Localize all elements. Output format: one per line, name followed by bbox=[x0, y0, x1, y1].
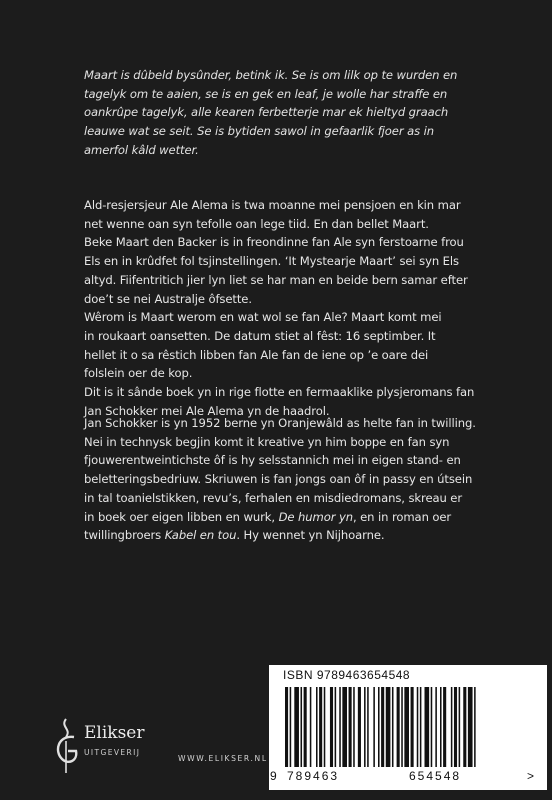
blurb-line: Dit is it sânde boek yn in rige flotte en fermaaklike plysjeromans fan bbox=[84, 385, 475, 400]
blurb-line: Els en in krûdfet fol tsjinstellingen. ‘It Mystearje Maart’ sei syn Els bbox=[84, 254, 459, 269]
blurb-line: Wêrom is Maart werom en wat wol se fan Ale? Maart komt mei bbox=[84, 310, 442, 325]
blurb-line: Jan Schokker mei Ale Alema yn de haadrol. bbox=[84, 403, 330, 418]
publisher-website: WWW.ELIKSER.NL bbox=[178, 754, 268, 763]
bio-text: , en in roman oer bbox=[352, 509, 452, 524]
book-title: Kabel en tou bbox=[164, 528, 237, 543]
blurb bbox=[84, 196, 494, 420]
barcode-digits-left: 789463 bbox=[287, 769, 340, 783]
publisher-logo bbox=[50, 715, 160, 775]
blurb-line: doe’t se nei Australje ôfsette. bbox=[84, 291, 252, 306]
blurb-line: in roukaart oansetten. De datum stiet al fêst: 16 septimber. It bbox=[84, 328, 436, 343]
bio-line bbox=[84, 508, 494, 527]
bio-text: . Hy wennet yn Nijhoarne. bbox=[236, 528, 385, 543]
book-title: De humor yn bbox=[278, 509, 353, 524]
blurb-line: Beke Maart den Backer is in freondinne fan Ale syn ferstoarne frou bbox=[84, 235, 464, 250]
barcode-digit-first: 9 bbox=[270, 769, 277, 783]
barcode-label bbox=[269, 665, 547, 790]
publisher-subtitle: UITGEVERIJ bbox=[84, 748, 141, 757]
barcode-bars bbox=[281, 687, 535, 769]
intro-line: leauwe wat se seit. Se is bytiden sawol in gefaarlik fjoer as in bbox=[84, 124, 434, 139]
intro-line: Maart is dûbeld bysûnder, betink ik. Se is om lilk op te wurden en bbox=[84, 68, 458, 82]
blurb-line: net wenne oan syn tefolle oan lege tiid. En dan bellet Maart. bbox=[84, 216, 429, 231]
author-bio bbox=[84, 414, 494, 545]
blurb-line: hellet it o sa rêstich libben fan Ale fan de iene op ’e oare dei bbox=[84, 347, 429, 362]
intro-line: tagelyk om te aaien, se is en gek en leaf, je wolle har straffe en bbox=[84, 86, 448, 101]
intro-quote bbox=[84, 66, 494, 160]
blurb-line: folslein oer de kop. bbox=[84, 366, 193, 381]
bio-text: twillingbroers bbox=[84, 528, 165, 543]
blurb-line: Ald-resjersjeur Ale Alema is twa moanne mei pensjoen en kin mar bbox=[84, 198, 461, 212]
bio-line: beletteringsbedriuw. Skriuwen is fan jongs oan ôf in passy en útsein bbox=[84, 472, 473, 487]
isbn-text: ISBN 9789463654548 bbox=[283, 668, 411, 682]
barcode-arrow: > bbox=[527, 769, 535, 783]
bio-text: in boek oer eigen libben en wurk, bbox=[84, 509, 279, 524]
bio-line: in tal toanielstikken, revu’s, ferhalen en misdiedromans, skreau er bbox=[84, 490, 463, 505]
intro-line: amerfol kâld wetter. bbox=[84, 142, 199, 157]
publisher-name: Elikser bbox=[84, 723, 145, 743]
blurb-line: altyd. Fiifentritich jier lyn liet se har man en beide bern samar efter bbox=[84, 272, 468, 287]
bio-line: Jan Schokker is yn 1952 berne yn Oranjewâld as helte fan in twilling. bbox=[84, 416, 476, 430]
barcode-digits-right: 654548 bbox=[409, 769, 462, 783]
bio-line: fjouwerentweintichste ôf is hy selsstannich mei in eigen stand- en bbox=[84, 453, 461, 468]
emblem-icon bbox=[50, 715, 84, 775]
bio-line: Nei in technysk begjin komt it kreative yn him boppe en fan syn bbox=[84, 434, 450, 449]
bio-line bbox=[84, 526, 494, 545]
intro-line: oankrûpe tagelyk, alle kearen ferbetterje mar ek hieltyd graach bbox=[84, 105, 449, 120]
